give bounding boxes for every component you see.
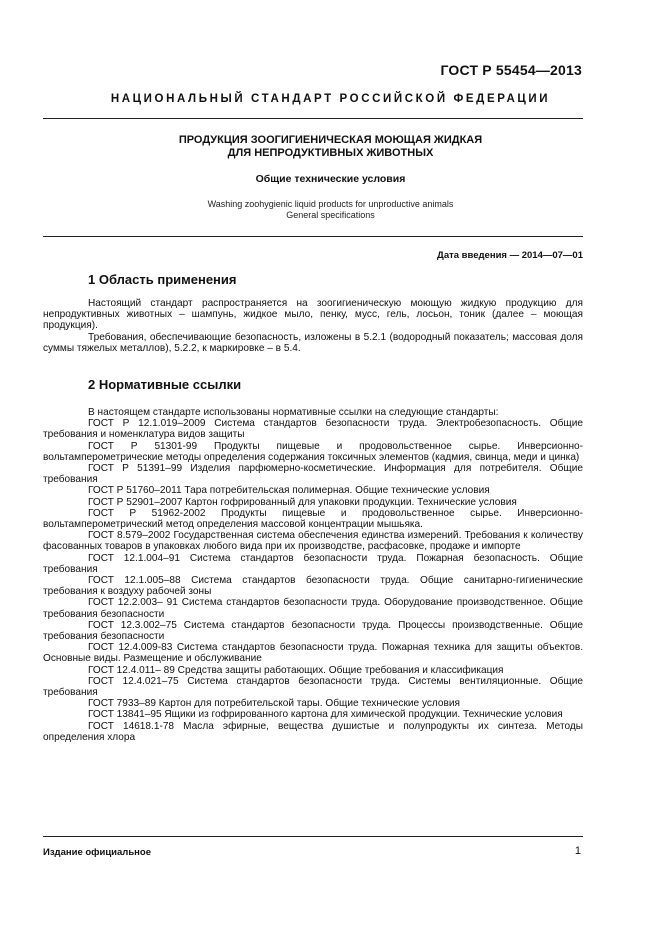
reference-item: ГОСТ 14618.1-78 Масла эфирные, вещества душистые и полупродукты их синтеза. Методы определения хлора [43, 720, 583, 743]
english-title [0, 199, 661, 221]
section-2-body [43, 407, 583, 743]
reference-item: ГОСТ 12.4.021–75 Система стандартов безопасности труда. Системы вентиляционные. Общие требования [43, 675, 583, 699]
reference-item: ГОСТ 8.579–2002 Государственная система обеспечения единства измерений. Требования к количеству фасованных товаров в упаковках любого вида при их производстве, расфасовке, продаже и импорте [43, 530, 583, 553]
standard-label: НАЦИОНАЛЬНЫЙ СТАНДАРТ РОССИЙСКОЙ ФЕДЕРАЦИИ [110, 93, 551, 105]
reference-item: ГОСТ 13841–95 Ящики из гофрированного картона для химической продукции. Технические условия [88, 709, 563, 721]
reference-item: ГОСТ 12.1.004–91 Система стандартов безопасности труда. Пожарная безопасность. Общие требования [43, 552, 583, 575]
reference-item: ГОСТ 12.4.009-83 Система стандартов безопасности труда. Пожарная техника для защиты объектов. Основные виды. Размещение и обслуживание [43, 642, 583, 665]
page-number: 1 [574, 845, 581, 857]
reference-item: ГОСТ 12.2.003– 91 Система стандартов безопасности труда. Оборудование производственное. Общие требования безопасности [43, 597, 583, 620]
introduction-date: Дата введения — 2014—07—01 [437, 250, 583, 261]
edition-label: Издание официальное [43, 847, 151, 858]
document-subtitle: Общие технические условия [255, 173, 406, 185]
reference-item: ГОСТ Р 51301-99 Продукты пищевые и продовольственное сырье. Инверсионно-вольтамперометрические методы определения содержания токсичных элементов (кадмия, свинца, меди и цинка) [43, 440, 583, 463]
reference-item: ГОСТ 7933–89 Картон для потребительской тары. Общие технические условия [88, 698, 461, 710]
reference-item: ГОСТ 12.1.005–88 Система стандартов безопасности труда. Общие санитарно-гигиенические требования к воздуху рабочей зоны [43, 575, 583, 598]
section-1-body [43, 298, 583, 354]
reference-item: ГОСТ Р 12.1.019–2009 Система стандартов безопасности труда. Электробезопасность. Общие требования и номенклатура видов защиты [43, 418, 583, 441]
title-line-2: ДЛЯ НЕПРОДУКТИВНЫХ ЖИВОТНЫХ [227, 147, 434, 159]
section-1-heading: 1 Область применения [88, 272, 237, 287]
english-title-line-2: General specifications [286, 210, 375, 220]
english-title-line-1: Washing zoohygienic liquid products for unproductive animals [207, 199, 454, 209]
reference-item: ГОСТ 12.3.002–75 Система стандартов безопасности труда. Процессы производственные. Общие требования безопасности [43, 619, 583, 643]
section-1-paragraph: Настоящий стандарт распространяется на зоогигиеническую моющую жидкую продукцию для непродуктивных животных – шампунь, жидкое мыло, пенку, мусс, гель, лосьон, тоник (далее – моющая продукция). [43, 298, 583, 332]
header-divider [43, 118, 583, 119]
reference-item: ГОСТ Р 51760–2011 Тара потребительская полимерная. Общие технические условия [88, 485, 490, 497]
reference-item: ГОСТ Р 51391–99 Изделия парфюмерно-косметические. Информация для потребителя. Общие требования [43, 463, 583, 486]
reference-item: В настоящем стандарте использованы нормативные ссылки на следующие стандарты: [88, 407, 499, 418]
footer-divider [43, 836, 583, 837]
section-1-paragraph: Требования, обеспечивающие безопасность, изложены в 5.2.1 (водородный показатель; массовая доля суммы тяжелых металлов), 5.2.2, к маркировке – в 5.4. [43, 331, 583, 354]
document-title [0, 134, 661, 160]
title-divider [43, 236, 583, 237]
reference-item: ГОСТ Р 51962-2002 Продукты пищевые и продовольственное сырье. Инверсионно-вольтамперометрический метод определения массовой концентрации мышьяка. [43, 507, 583, 531]
reference-item: ГОСТ Р 52901–2007 Картон гофрированный для упаковки продукции. Технические условия [88, 496, 517, 508]
document-number: ГОСТ Р 55454—2013 [440, 62, 582, 78]
title-line-1: ПРОДУКЦИЯ ЗООГИГИЕНИЧЕСКАЯ МОЮЩАЯ ЖИДКАЯ [178, 134, 483, 146]
reference-item: ГОСТ 12.4.011– 89 Средства защиты работающих. Общие требования и классификация [88, 664, 504, 676]
section-2-heading: 2 Нормативные ссылки [88, 377, 242, 392]
